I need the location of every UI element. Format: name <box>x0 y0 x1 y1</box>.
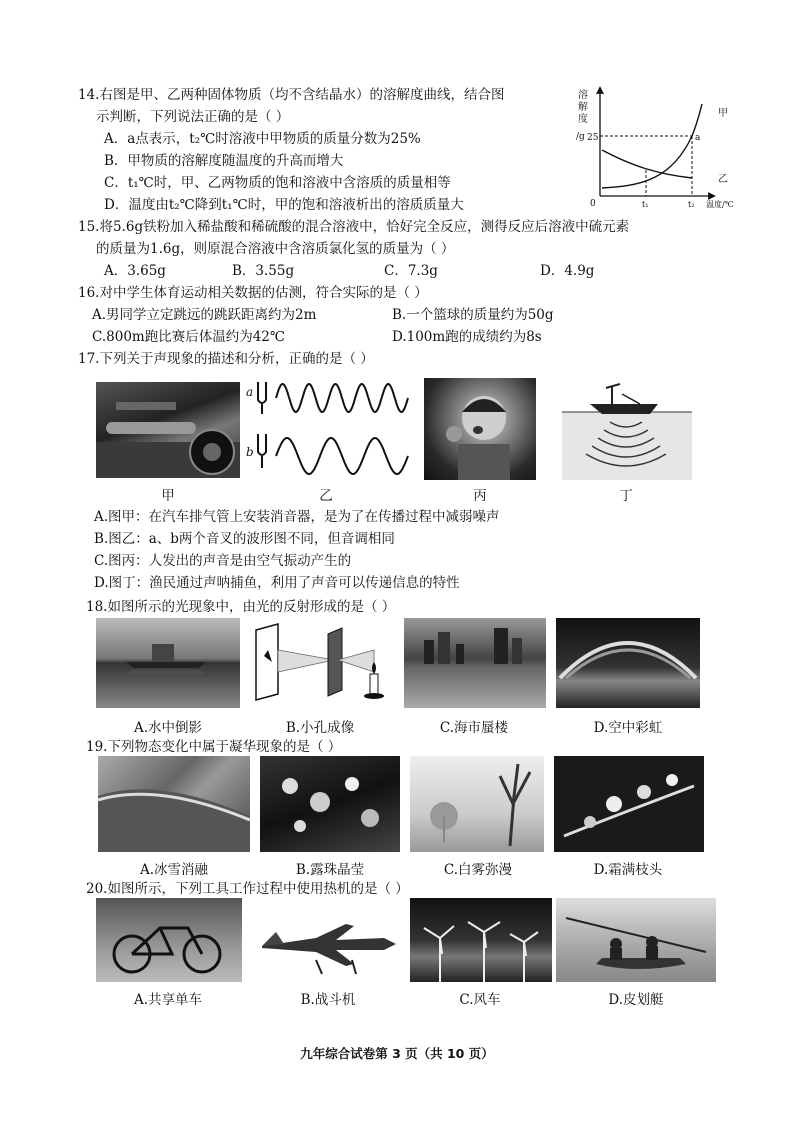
graph-ylabel-3: 度 <box>578 114 588 125</box>
q16-stem: 16.对中学生体育运动相关数据的估测，符合实际的是（ ） <box>78 285 428 301</box>
q17-option-a: A.图甲：在汽车排气管上安装消音器，是为了在传播过程中减弱噪声 <box>94 509 500 525</box>
waveform-b <box>276 438 408 474</box>
graph-ylabel-1: 溶 <box>578 90 588 101</box>
photo-kayak <box>556 898 716 982</box>
photo-water-reflection <box>96 618 240 708</box>
q20-caption-a: A.共享单车 <box>133 992 203 1008</box>
child-face-icon <box>424 378 536 480</box>
graph-series-yi: 乙 <box>718 174 728 185</box>
q18-stem: 18.如图所示的光现象中，由光的反射形成的是（ ） <box>86 599 396 615</box>
q17-option-d: D.图丁：渔民通过声呐捕鱼，利用了声音可以传递信息的特性 <box>94 575 460 591</box>
photo-car-exhaust <box>96 382 240 478</box>
q16-option-c: C.800m跑比赛后体温约为42℃ <box>92 329 285 345</box>
q15-stem-line1: 15.将5.6g铁粉加入稀盐酸和稀硫酸的混合溶液中，恰好完全反应，测得反应后溶液中硫元素 <box>78 219 630 235</box>
q16-option-b: B.一个篮球的质量约为50g <box>392 307 554 323</box>
q19-caption-a: A.冰雪消融 <box>139 862 209 878</box>
q20-caption-b: B.战斗机 <box>300 992 356 1008</box>
mirage-city-icon <box>404 618 546 708</box>
curve-yi <box>602 150 692 178</box>
q15-option-b: B．3.55g <box>232 263 295 279</box>
q20-caption-c: C.风车 <box>459 992 501 1008</box>
q18-caption-a: A.水中倒影 <box>133 720 203 736</box>
q17-stem: 17.下列关于声现象的描述和分析，正确的是（ ） <box>78 351 374 367</box>
q16-option-a: A.男同学立定跳远的跳跃距离约为2m <box>92 307 317 323</box>
snow-melt-icon <box>98 756 250 852</box>
caption-bing: 丙 <box>473 488 487 504</box>
frosted-branch-icon <box>554 756 704 852</box>
graph-point-a: a <box>695 133 701 143</box>
fighter-jet-icon <box>256 904 402 982</box>
curve-jia <box>602 104 702 188</box>
photo-rainbow <box>556 618 700 708</box>
boat-reflection-icon <box>96 618 240 708</box>
graph-origin: 0 <box>590 199 596 209</box>
wind-turbine-icon <box>410 898 552 982</box>
q14-option-d: D．温度由t₂℃降到t₁℃时，甲的饱和溶液析出的溶质质量大 <box>104 197 464 213</box>
photo-dew-drops <box>260 756 400 852</box>
q18-caption-b: B.小孔成像 <box>285 720 355 736</box>
q19-caption-c: C.白雾弥漫 <box>443 862 513 878</box>
graph-ylabel-2: 解 <box>578 102 588 113</box>
q19-stem: 19.下列物态变化中属于凝华现象的是（ ） <box>86 739 342 755</box>
q20-stem: 20.如图所示，下列工具工作过程中使用热机的是（ ） <box>86 881 409 897</box>
q18-caption-d: D.空中彩虹 <box>593 720 663 736</box>
photo-child-speaking <box>424 378 536 480</box>
q14-stem-line2: 示判断，下列说法正确的是（ ） <box>96 109 290 125</box>
q18-caption-c: C.海市蜃楼 <box>439 720 509 736</box>
boat-icon <box>590 404 658 414</box>
q19-caption-d: D.霜满枝头 <box>593 862 663 878</box>
q14-option-b: B．甲物质的溶解度随温度的升高而增大 <box>104 153 344 169</box>
graph-y25: 25 <box>587 133 599 143</box>
graph-series-jia: 甲 <box>718 108 728 119</box>
caption-ding: 丁 <box>619 488 633 504</box>
caption-yi: 乙 <box>319 488 333 504</box>
fork-a-label: a <box>246 385 254 399</box>
caption-jia: 甲 <box>161 488 175 504</box>
tuning-fork-waveforms <box>244 378 412 482</box>
q19-caption-b: B.露珠晶莹 <box>295 862 365 878</box>
q17-option-b: B.图乙：a、b两个音叉的波形图不同，但音调相同 <box>94 531 395 547</box>
dew-drops-icon <box>260 756 400 852</box>
photo-wind-turbines <box>410 898 552 982</box>
pinhole-imaging-diagram <box>250 620 392 706</box>
q17-option-c: C.图丙：人发出的声音是由空气振动产生的 <box>94 553 352 569</box>
page-footer: 九年综合试卷第 3 页（共 10 页） <box>300 1046 494 1061</box>
q14-option-a: A．a点表示，t₂℃时溶液中甲物质的质量分数为25% <box>104 131 421 147</box>
q14-stem-line1: 14.右图是甲、乙两种固体物质（均不含结晶水）的溶解度曲线，结合图 <box>78 87 505 103</box>
solubility-curve-graph <box>572 84 752 214</box>
kayak-rowers-icon <box>556 898 716 982</box>
graph-yunit: /g <box>576 132 585 142</box>
photo-melting-snow <box>98 756 250 852</box>
q15-option-d: D．4.9g <box>540 263 595 279</box>
photo-fog <box>410 756 544 852</box>
q20-caption-d: D.皮划艇 <box>608 992 664 1008</box>
fork-a-icon <box>258 382 266 414</box>
fork-b-icon <box>258 434 266 468</box>
q14-option-c: C．t₁℃时，甲、乙两物质的饱和溶液中含溶质的质量相等 <box>104 175 451 191</box>
photo-mirage <box>404 618 546 708</box>
foggy-tree-icon <box>410 756 544 852</box>
q15-option-c: C．7.3g <box>384 263 438 279</box>
graph-t2: t₂ <box>688 200 695 209</box>
photo-frost-branch <box>554 756 704 852</box>
sonar-fishing-boat <box>562 378 692 480</box>
graph-xlabel: 温度/℃ <box>706 200 734 209</box>
photo-shared-bicycle <box>96 898 242 982</box>
graph-t1: t₁ <box>642 200 649 209</box>
waveform-a <box>276 384 408 412</box>
q16-option-d: D.100m跑的成绩约为8s <box>392 329 542 345</box>
bicycle-icon <box>96 898 242 982</box>
car-undercarriage-icon <box>96 382 240 478</box>
rainbow-arc-icon <box>556 618 700 708</box>
fork-b-label: b <box>246 445 254 459</box>
q15-option-a: A．3.65g <box>104 263 166 279</box>
q15-stem-line2: 的质量为1.6g，则原混合溶液中含溶质氯化氢的质量为（ ） <box>96 241 455 257</box>
